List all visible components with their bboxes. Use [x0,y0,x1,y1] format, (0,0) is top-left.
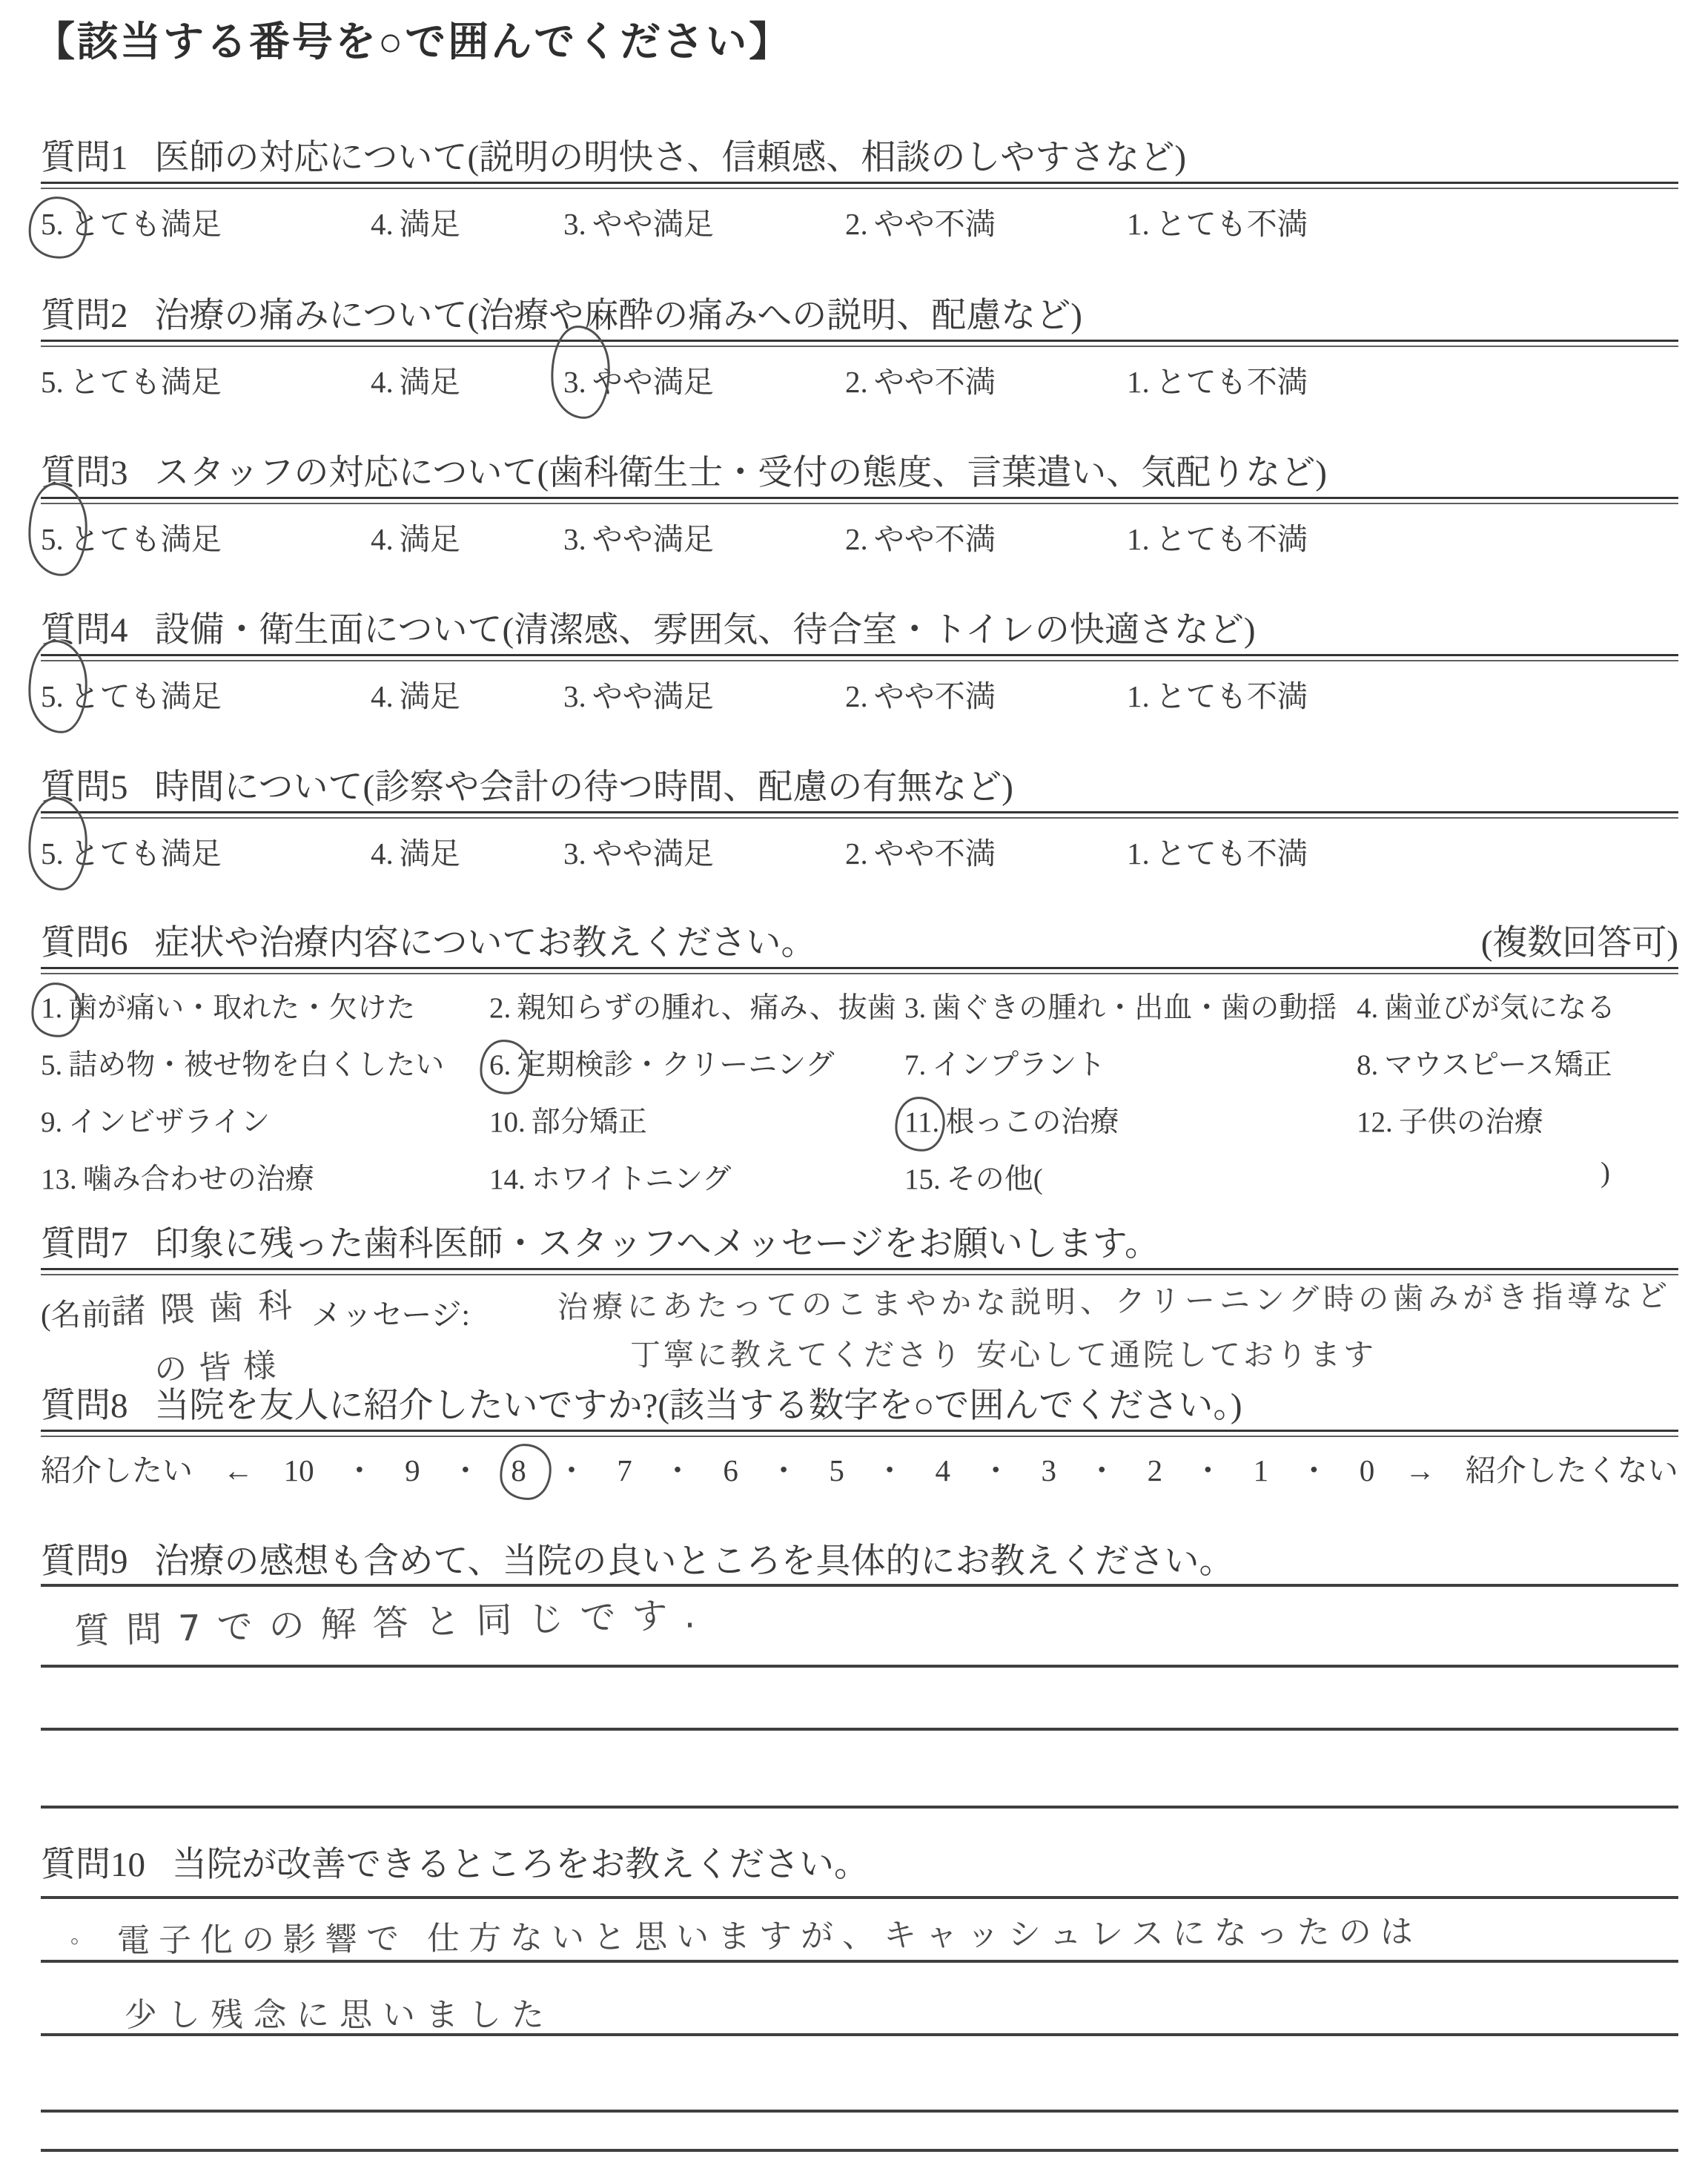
ruled-line [41,2149,1678,2152]
symptom-option-label: ホワイトニング [531,1163,732,1195]
symptom-option-content [904,1156,1043,1198]
symptom-option-9 [41,1099,489,1140]
rating-option-1 [1127,829,1308,873]
question-10-answer-area [0,1886,1708,2154]
ruled-line [41,1960,1678,1963]
rating-option-number-text: 1. [1127,522,1150,556]
rating-option-4 [371,357,460,401]
ruled-line [41,1584,1678,1587]
rating-option-number-text: 5. [41,365,64,399]
question-6-label: 質問6 [41,924,128,962]
symptom-option-3 [904,985,1357,1026]
rating-option-label: やや不満 [873,207,996,241]
question-8-header [0,1385,1708,1427]
rating-option-number-text: 4. [371,679,394,713]
symptom-option-number-text: 6. [489,1049,512,1081]
recommend-scale [41,1446,1678,1492]
symptom-option-11 [904,1099,1357,1140]
question-4-header [0,610,1708,651]
rating-option-number-text: 2. [845,836,868,871]
symptom-option-label: 子供の治療 [1398,1106,1543,1138]
symptom-options-grid [41,985,1678,1213]
symptom-option-number [489,991,511,1025]
symptom-option-number-text: 4. [1357,992,1379,1024]
question-3-header [0,452,1708,494]
symptom-option-number-text: 15. [904,1163,941,1195]
other-option-close-paren: ) [1601,1157,1610,1189]
rating-option-label: 満足 [399,365,460,399]
question-4-title: 設備・衛生面について(清潔感、雰囲気、待合室・トイレの快適さなど) [154,611,1256,650]
question-7-label: 質問7 [41,1225,128,1264]
rating-option-number-text: 3. [563,679,586,713]
symptom-option-number-text: 13. [41,1163,77,1195]
scale-number-text: 2 [1147,1453,1163,1487]
question-7-header [0,1223,1708,1265]
page-title: 【該当する番号を○で囲んでください】 [34,19,792,65]
rating-option-1 [1127,672,1308,716]
symptom-option-number [41,1048,62,1082]
symptom-option-number-text: 11. [904,1106,940,1138]
ruled-line [41,1806,1678,1809]
rating-option-5 [41,357,222,401]
symptom-option-label: 歯並びが気になる [1384,992,1616,1024]
rating-option-4 [371,829,460,873]
handwritten-message-line2: 丁寧に教えてくださり 安心して通院しております [630,1337,1377,1373]
rating-options-row [0,829,1708,875]
rating-option-number [845,206,868,242]
question-2-label: 質問2 [41,297,128,335]
rating-option-number [371,678,394,714]
question-5-title: 時間について(診察や会計の待つ時間、配慮の有無など) [154,768,1013,807]
rating-option-4 [371,515,460,558]
symptom-option-content [1357,992,1615,1024]
rating-option-number [845,364,868,400]
handwritten-answer-q10-line1: 電子化の影響で 仕方ないと思いますが、キャッシュレスになったのは [116,1912,1422,1961]
handwritten-message-line1: 治療にあたってのこまやかな説明、クリーニング時の歯みがき指導など [557,1278,1672,1325]
scale-number-text: 3 [1041,1453,1056,1487]
symptom-option-number [1357,991,1378,1025]
question-6-note: (複数回答可) [1480,924,1678,962]
rating-option-number [563,678,586,714]
rating-option-1 [1127,357,1308,401]
rating-option-number [41,206,64,242]
symptom-option-number-text: 12. [1357,1106,1393,1138]
rating-option-2 [845,199,996,243]
rating-option-number [371,206,394,242]
symptom-option-content [489,1049,834,1081]
rating-option-number-text: 3. [563,836,586,871]
rating-option-label: とても不満 [1155,836,1308,871]
symptom-option-number [904,1106,939,1139]
rating-option-number-text: 2. [845,679,868,713]
symptom-option-1 [41,985,489,1026]
handwritten-answer-q10-line2: 少し残念に思いました [125,1996,555,2034]
symptom-option-number-text: 14. [489,1163,526,1195]
question-8-label: 質問8 [41,1387,128,1425]
rating-option-label: とても満足 [69,679,222,713]
question-6-title: 症状や治療内容についてお教えください。 [154,924,816,962]
symptom-option-14 [489,1156,904,1198]
rating-option-number [41,521,64,557]
symptom-option-4 [1357,985,1678,1026]
rating-option-label: とても満足 [69,836,222,871]
rating-option-number-text: 5. [41,207,64,241]
rating-option-label: やや不満 [873,522,996,556]
symptom-option-content [1357,1049,1612,1081]
rating-option-number [41,364,64,400]
question-8-section [0,1385,1708,1492]
scale-number-text: 10 [283,1453,314,1487]
recommend-scale-right-label: 紹介したくない [1465,1453,1678,1487]
scale-number-text: 8 [511,1453,526,1487]
symptom-option-number [1357,1048,1378,1082]
symptom-option-8 [1357,1042,1678,1083]
question-3-label: 質問3 [41,454,128,492]
rating-option-3 [563,829,714,873]
rating-option-number [845,836,868,871]
symptom-option-content [904,1106,1119,1138]
question-9-title: 治療の感想も含めて、当院の良いところを具体的にお教えください。 [154,1542,1234,1581]
question-5-label: 質問5 [41,768,128,807]
question-5-header [0,767,1708,808]
rating-option-2 [845,829,996,873]
rating-option-label: やや不満 [873,365,996,399]
symptom-option-15 [904,1156,1678,1198]
symptom-option-content [1357,1106,1543,1138]
symptom-option-number [41,1106,62,1139]
rating-option-2 [845,357,996,401]
question-10-header [0,1844,1708,1886]
symptom-option-label: インプラント [932,1049,1106,1081]
scale-number-text: 0 [1359,1453,1375,1487]
scale-separator-dot: ・ [556,1453,587,1487]
rating-option-number [1127,206,1150,242]
question-2-title: 治療の痛みについて(治療や麻酔の痛みへの説明、配慮など) [154,297,1082,335]
scale-number-5 [829,1453,844,1488]
rating-option-label: 満足 [399,836,460,871]
symptom-option-label: インビザライン [68,1106,271,1138]
rating-option-number-text: 1. [1127,679,1150,713]
rating-option-3 [563,199,714,243]
scale-number-text: 1 [1253,1453,1269,1487]
rating-options-row [0,515,1708,561]
recommend-scale-left-label: 紹介したい [41,1453,193,1487]
symptom-option-7 [904,1042,1357,1083]
symptom-option-number [489,1048,511,1082]
left-arrow-icon: ← [222,1453,254,1487]
rating-option-1 [1127,199,1308,243]
question-3-section [0,452,1708,561]
header-rule [41,340,1678,347]
scale-number-10 [284,1453,314,1488]
header-rule [41,811,1678,819]
question-4-label: 質問4 [41,611,128,650]
handwritten-bullet: 。 [70,1923,93,1949]
scale-number-8 [511,1453,526,1488]
rating-option-label: とても不満 [1155,365,1308,399]
rating-option-number [1127,521,1150,557]
symptom-option-number-text: 5. [41,1049,63,1081]
scale-number-text: 9 [405,1453,420,1487]
rating-option-number [563,836,586,871]
scale-separator-dot: ・ [344,1453,375,1487]
symptom-option-number [41,1163,77,1196]
handwritten-name-line1: 諸隈歯科 [110,1284,308,1332]
question-9-label: 質問9 [41,1542,128,1581]
rating-option-label: 満足 [399,522,460,556]
rating-option-label: とても不満 [1155,522,1308,556]
symptom-option-content [489,1163,731,1195]
rating-option-number [1127,836,1150,871]
scale-separator-dot: ・ [662,1453,693,1487]
rating-option-number [845,678,868,714]
handwritten-name-line2: の皆様 [153,1346,288,1390]
scale-separator-dot: ・ [1086,1453,1117,1487]
question-10-title: 当院が改善できるところをお教えください。 [172,1846,869,1884]
scale-number-1 [1254,1453,1269,1488]
symptom-option-number [904,991,926,1025]
symptom-option-5 [41,1042,489,1083]
rating-option-2 [845,672,996,716]
rating-option-label: とても満足 [69,207,222,241]
rating-option-number-text: 5. [41,679,64,713]
symptom-option-label: マウスピース矯正 [1384,1049,1612,1081]
scale-separator-dot: ・ [980,1453,1011,1487]
rating-option-label: やや不満 [873,679,996,713]
symptom-option-number-text: 7. [904,1049,927,1081]
question-2-header [0,295,1708,337]
question-9-header [0,1541,1708,1582]
question-9-answer-area [0,1582,1708,1814]
symptom-option-number [489,1163,526,1196]
rating-option-label: やや満足 [592,679,714,713]
scale-number-6 [723,1453,738,1488]
scale-number-3 [1042,1453,1057,1488]
symptom-option-number-text: 1. [41,992,63,1024]
symptom-option-6 [489,1042,904,1083]
symptom-option-13 [41,1156,489,1198]
symptom-option-number-text: 10. [489,1106,526,1138]
header-rule [41,1430,1678,1437]
ruled-line [41,1728,1678,1731]
symptom-option-number [1357,1106,1393,1139]
ruled-line [41,1665,1678,1668]
question-1-header [0,137,1708,179]
symptom-option-content [489,992,896,1024]
rating-option-number-text: 2. [845,365,868,399]
rating-option-2 [845,515,996,558]
rating-option-1 [1127,515,1308,558]
question-6-header [0,922,1708,964]
scale-separator-dot: ・ [874,1453,905,1487]
symptom-option-number-text: 8. [1357,1049,1379,1081]
rating-option-number-text: 2. [845,522,868,556]
question-1-label: 質問1 [41,139,128,177]
symptom-option-label: 歯ぐきの腫れ・出血・歯の動揺 [932,992,1337,1024]
symptom-option-content [904,1049,1105,1081]
question-4-section [0,610,1708,718]
symptom-option-number [41,991,62,1025]
rating-option-3 [563,357,714,401]
rating-option-number [371,836,394,871]
right-arrow-icon: → [1404,1453,1435,1487]
rating-option-5 [41,199,222,243]
symptom-option-label: 噛み合わせの治療 [82,1163,314,1195]
symptom-option-content [904,992,1337,1024]
rating-option-label: とても不満 [1155,207,1308,241]
rating-options-row [0,199,1708,245]
question-9-section [0,1541,1708,1814]
rating-option-5 [41,829,222,873]
rating-option-5 [41,672,222,716]
symptom-option-10 [489,1099,904,1140]
symptom-option-label: 定期検診・クリーニング [517,1049,835,1081]
rating-option-label: 満足 [399,207,460,241]
symptom-option-number [489,1106,526,1139]
name-field-label: (名前: [41,1298,121,1332]
symptom-option-number-text: 9. [41,1106,63,1138]
symptom-option-label: その他( [946,1163,1043,1195]
header-rule [41,497,1678,504]
ruled-line [41,1896,1678,1899]
message-field-label: メッセージ: [311,1298,470,1332]
rating-option-number [563,521,586,557]
rating-option-label: やや満足 [592,522,714,556]
rating-option-number [371,364,394,400]
question-1-title: 医師の対応について(説明の明快さ、信頼感、相談のしやすさなど) [154,139,1186,177]
symptom-option-content [41,1049,444,1081]
rating-option-number-text: 4. [371,836,394,871]
handwritten-answer-q9: 質問7での解答と同じです. [73,1593,712,1653]
question-7-title: 印象に残った歯科医師・スタッフへメッセージをお願いします。 [154,1225,1159,1264]
symptom-option-label: 部分矯正 [531,1106,647,1138]
rating-option-number-text: 5. [41,522,64,556]
scale-number-0 [1360,1453,1375,1488]
rating-option-number-text: 1. [1127,836,1150,871]
scale-separator-dot: ・ [450,1453,481,1487]
rating-option-number-text: 5. [41,836,64,871]
rating-option-number-text: 3. [563,207,586,241]
rating-option-number-text: 3. [563,365,586,399]
rating-option-number [371,521,394,557]
symptom-option-label: 根っこの治療 [945,1106,1119,1138]
question-7-answer-area [0,1280,1708,1398]
rating-option-number [563,364,586,400]
symptom-option-number [904,1163,941,1196]
question-1-section [0,137,1708,245]
header-rule [41,654,1678,661]
symptom-option-label: 親知らずの腫れ、痛み、抜歯 [517,992,896,1024]
scale-number-text: 6 [723,1453,738,1487]
scale-number-2 [1148,1453,1163,1488]
symptom-option-number-text: 3. [904,992,927,1024]
question-7-section [0,1223,1708,1398]
rating-option-number-text: 2. [845,207,868,241]
rating-option-label: 満足 [399,679,460,713]
symptom-option-2 [489,985,904,1026]
symptom-option-number [904,1048,926,1082]
rating-option-number-text: 3. [563,522,586,556]
rating-option-number [41,836,64,871]
header-rule [41,182,1678,189]
header-rule [41,967,1678,974]
scale-separator-dot: ・ [1298,1453,1329,1487]
scale-number-7 [617,1453,632,1488]
rating-option-3 [563,672,714,716]
question-8-title: 当院を友人に紹介したいですか?(該当する数字を○で囲んでください。) [154,1387,1242,1425]
rating-option-number [41,678,64,714]
scale-number-4 [935,1453,950,1488]
scale-number-9 [405,1453,420,1488]
rating-option-5 [41,515,222,558]
ruled-line [41,2110,1678,2113]
scale-separator-dot: ・ [768,1453,799,1487]
rating-option-number-text: 4. [371,207,394,241]
rating-option-number [845,521,868,557]
question-10-label: 質問10 [41,1846,145,1884]
scale-number-text: 5 [829,1453,844,1487]
rating-options-row [0,672,1708,718]
rating-option-3 [563,515,714,558]
question-5-section [0,767,1708,875]
question-6-section [0,922,1708,1213]
symptom-option-12 [1357,1099,1678,1140]
scale-number-text: 7 [617,1453,632,1487]
scale-number-text: 4 [935,1453,950,1487]
symptom-option-label: 詰め物・被せ物を白くしたい [68,1049,445,1081]
rating-option-number-text: 1. [1127,207,1150,241]
rating-option-4 [371,672,460,716]
symptom-option-content [489,1106,647,1138]
rating-option-number [563,206,586,242]
rating-option-label: やや満足 [592,836,714,871]
rating-option-label: とても満足 [69,522,222,556]
question-3-title: スタッフの対応について(歯科衛生士・受付の態度、言葉遣い、気配りなど) [154,454,1327,492]
symptom-option-number-text: 2. [489,992,512,1024]
question-10-section [0,1844,1708,2154]
rating-option-4 [371,199,460,243]
rating-option-label: とても不満 [1155,679,1308,713]
question-2-section [0,295,1708,403]
symptom-option-content [41,1106,270,1138]
symptom-option-content [41,1163,314,1195]
rating-option-number-text: 4. [371,522,394,556]
rating-option-number-text: 1. [1127,365,1150,399]
rating-option-label: とても満足 [69,365,222,399]
symptom-option-label: 歯が痛い・取れた・欠けた [68,992,416,1024]
rating-option-number-text: 4. [371,365,394,399]
rating-options-row [0,357,1708,403]
rating-option-number [1127,364,1150,400]
rating-option-label: やや満足 [592,365,714,399]
rating-option-label: やや不満 [873,836,996,871]
symptom-option-content [41,992,415,1024]
rating-option-label: やや満足 [592,207,714,241]
scale-separator-dot: ・ [1192,1453,1223,1487]
rating-option-number [1127,678,1150,714]
